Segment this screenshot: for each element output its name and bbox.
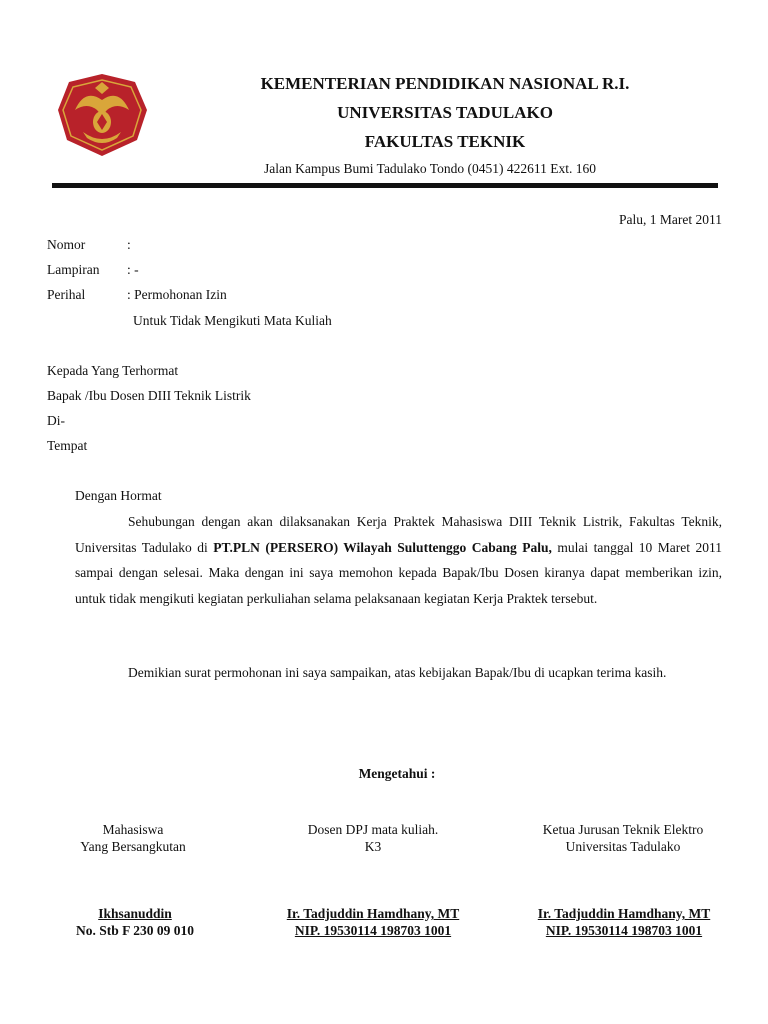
signatory-id: NIP. 19530114 198703 1001 bbox=[545, 923, 703, 938]
signatory-role-lecturer bbox=[258, 821, 488, 855]
header-divider bbox=[52, 183, 718, 188]
meta-label-nomor: Nomor bbox=[47, 237, 86, 252]
meta-value-nomor: : bbox=[127, 237, 131, 252]
letter-date: Palu, 1 Maret 2011 bbox=[619, 212, 722, 227]
role-line: Mahasiswa bbox=[102, 822, 164, 837]
signatory-name: Ir. Tadjuddin Hamdhany, MT bbox=[537, 906, 711, 921]
recipient-line: Kepada Yang Terhormat bbox=[47, 363, 179, 378]
ministry-title: KEMENTERIAN PENDIDIKAN NASIONAL R.I. bbox=[260, 74, 630, 93]
meta-label-perihal: Perihal bbox=[47, 287, 86, 302]
meta-label-lampiran: Lampiran bbox=[47, 262, 100, 277]
body-text: Sehubungan dengan akan dilaksanakan Kerja Praktek Mahasiswa DIII Teknik Listrik, Fakultas Teknik, Universitas Tadulako di bbox=[75, 514, 722, 555]
recipient-line: Tempat bbox=[47, 438, 88, 453]
signatory-head bbox=[504, 905, 744, 939]
signatory-name: Ir. Tadjuddin Hamdhany, MT bbox=[286, 906, 460, 921]
university-crest-icon bbox=[55, 70, 150, 160]
meta-value-perihal: : Permohonan Izin bbox=[127, 287, 227, 302]
role-line: Yang Bersangkutan bbox=[80, 839, 186, 854]
signatory-student bbox=[15, 905, 255, 939]
recipient-line: Di- bbox=[47, 413, 65, 428]
address: Jalan Kampus Bumi Tadulako Tondo (0451) 422611 Ext. 160 bbox=[264, 161, 596, 176]
signatory-role-head bbox=[508, 821, 738, 855]
signatory-role-student bbox=[18, 821, 248, 855]
role-line: K3 bbox=[364, 839, 382, 854]
body-text: mulai tanggal 10 Maret 2011 sampai dengan selesai. Maka dengan ini saya memohon kepada Bapak/Ibu Dosen kiranya dapat memberikan izin, untuk tidak mengikuti kegiatan perkuliahan selama pelaksanaan kegiatan Kerja Praktek tersebut. bbox=[75, 539, 722, 606]
role-line: Universitas Tadulako bbox=[565, 839, 681, 854]
faculty-title: FAKULTAS TEKNIK bbox=[364, 132, 526, 151]
meta-value-lampiran: : - bbox=[127, 262, 139, 277]
university-title: UNIVERSITAS TADULAKO bbox=[337, 103, 553, 122]
body-paragraph-2: Demikian surat permohonan ini saya sampaikan, atas kebijakan Bapak/Ibu di ucapkan terima kasih. bbox=[128, 665, 667, 680]
recipient-line: Bapak /Ibu Dosen DIII Teknik Listrik bbox=[47, 388, 251, 403]
signatory-id: No. Stb F 230 09 010 bbox=[75, 923, 194, 938]
greeting: Dengan Hormat bbox=[75, 488, 162, 503]
acknowledge-label: Mengetahui : bbox=[358, 766, 436, 781]
role-line: Dosen DPJ mata kuliah. bbox=[307, 822, 439, 837]
company-name: PT.PLN (PERSERO) Wilayah Suluttenggo Cabang Palu, bbox=[213, 539, 552, 555]
subject-line-2: Untuk Tidak Mengikuti Mata Kuliah bbox=[133, 313, 332, 328]
role-line: Ketua Jurusan Teknik Elektro bbox=[542, 822, 704, 837]
signatory-name: Ikhsanuddin bbox=[98, 906, 172, 921]
body-paragraph-1 bbox=[75, 509, 722, 611]
signatory-id: NIP. 19530114 198703 1001 bbox=[294, 923, 452, 938]
signatory-lecturer bbox=[253, 905, 493, 939]
